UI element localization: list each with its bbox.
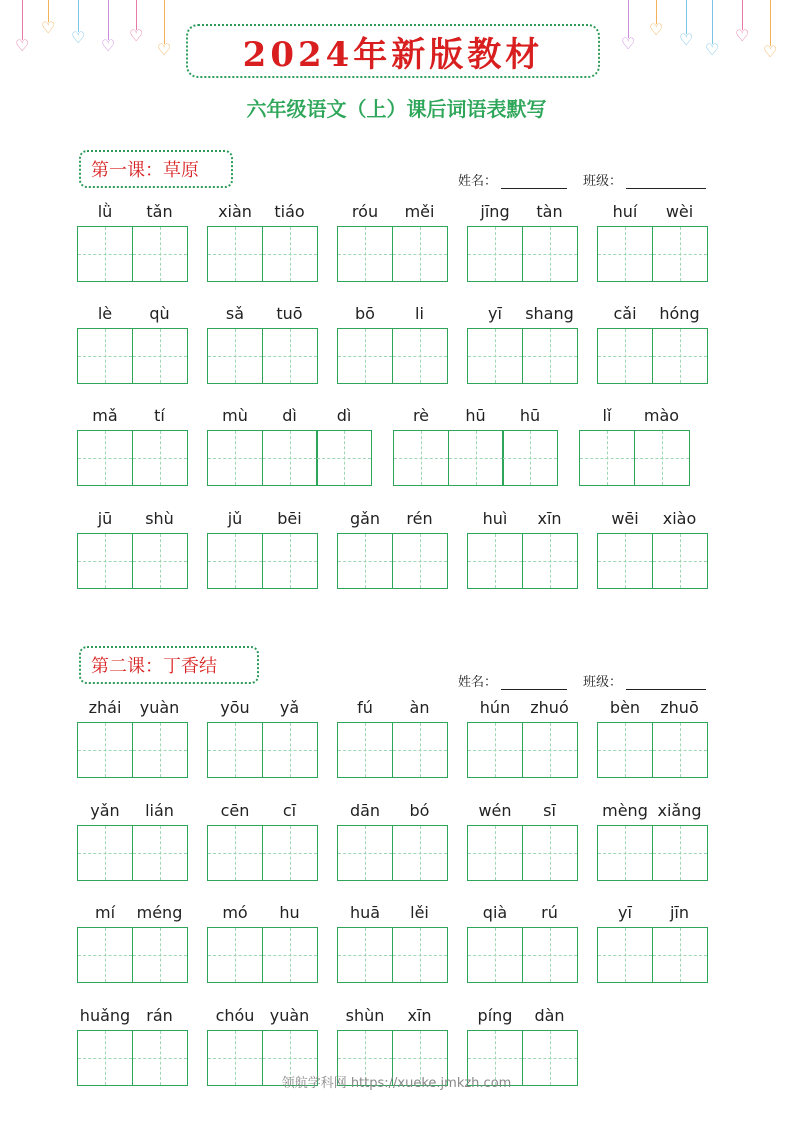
pinyin: xiǎng (657, 801, 702, 820)
tianzige-cell[interactable] (467, 825, 523, 881)
tianzige-cell[interactable] (652, 825, 708, 881)
pinyin: jǔ (227, 509, 243, 528)
tianzige-cell[interactable] (207, 825, 263, 881)
tianzige-cell[interactable] (392, 927, 448, 983)
class-label: 班级： (583, 174, 623, 189)
tianzige-cell[interactable] (597, 328, 653, 384)
writing-grid (207, 927, 316, 983)
name-field[interactable] (501, 174, 567, 189)
lesson-title: 第一课：草原 (79, 150, 233, 188)
pinyin: yǎn (90, 801, 120, 820)
tianzige-cell[interactable] (132, 430, 188, 486)
tianzige-cell[interactable] (262, 226, 318, 282)
writing-grid (77, 825, 186, 881)
tianzige-cell[interactable] (132, 927, 188, 983)
pinyin: rén (406, 509, 433, 528)
class-field[interactable] (626, 174, 706, 189)
tianzige-cell[interactable] (207, 328, 263, 384)
tianzige-cell[interactable] (337, 927, 393, 983)
pinyin: tiáo (274, 202, 305, 221)
tianzige-cell[interactable] (132, 328, 188, 384)
pinyin: chóu (215, 1006, 255, 1025)
tianzige-cell[interactable] (634, 430, 690, 486)
pinyin: lěi (410, 903, 429, 922)
writing-grid (467, 328, 576, 384)
tianzige-cell[interactable] (579, 430, 635, 486)
pinyin: zhuó (530, 698, 569, 717)
pinyin: yǎ (279, 698, 300, 717)
footer-watermark: 领航学科网 https://xueke.jmkzh.com (281, 1076, 512, 1091)
tianzige-cell[interactable] (207, 430, 263, 486)
writing-grid (337, 533, 446, 589)
writing-grid (207, 825, 316, 881)
writing-grid (77, 328, 186, 384)
pinyin: huǎng (79, 1006, 131, 1025)
writing-grid (579, 430, 688, 486)
pinyin: méng (136, 903, 183, 922)
pinyin: jū (97, 509, 113, 528)
writing-grid (207, 226, 316, 282)
tianzige-cell[interactable] (392, 533, 448, 589)
page-subtitle: 六年级语文（上）课后词语表默写 (246, 97, 547, 121)
pinyin: dì (282, 406, 297, 425)
pinyin: lián (145, 801, 174, 820)
writing-grid (337, 825, 446, 881)
tianzige-cell[interactable] (448, 430, 504, 486)
pinyin: jīn (669, 903, 690, 922)
tianzige-cell[interactable] (77, 722, 133, 778)
tianzige-cell[interactable] (467, 927, 523, 983)
pinyin: wēi (611, 509, 639, 528)
tianzige-cell[interactable] (77, 430, 133, 486)
tianzige-cell[interactable] (77, 328, 133, 384)
name-field[interactable] (501, 675, 567, 690)
pinyin: tàn (536, 202, 563, 221)
writing-grid (467, 722, 576, 778)
writing-grid (597, 328, 706, 384)
pinyin: bēi (277, 509, 302, 528)
tianzige-cell[interactable] (207, 533, 263, 589)
tianzige-cell[interactable] (262, 825, 318, 881)
tianzige-cell[interactable] (77, 825, 133, 881)
pinyin: dàn (534, 1006, 565, 1025)
tianzige-cell[interactable] (77, 533, 133, 589)
tianzige-cell[interactable] (393, 430, 449, 486)
tianzige-cell[interactable] (337, 328, 393, 384)
tianzige-cell[interactable] (522, 226, 578, 282)
writing-grid (207, 722, 316, 778)
pinyin: mù (222, 406, 248, 425)
tianzige-cell[interactable] (597, 825, 653, 881)
pinyin: qù (149, 304, 170, 323)
writing-grid (467, 927, 576, 983)
pinyin: mǎ (92, 406, 118, 425)
pinyin: xīn (537, 509, 562, 528)
pinyin: shùn (345, 1006, 385, 1025)
pinyin: rè (412, 406, 430, 425)
pinyin: mó (222, 903, 248, 922)
pinyin: dì (336, 406, 352, 425)
pinyin: lè (97, 304, 113, 323)
tianzige-cell[interactable] (597, 533, 653, 589)
pinyin: bó (409, 801, 430, 820)
tianzige-cell[interactable] (132, 226, 188, 282)
pinyin: hu (279, 903, 300, 922)
pinyin: mèng (602, 801, 648, 820)
writing-grid (77, 533, 186, 589)
pinyin: àn (409, 698, 430, 717)
tianzige-cell[interactable] (132, 825, 188, 881)
page-title-text: 2024年新版教材 (242, 34, 544, 75)
writing-grid (77, 722, 186, 778)
tianzige-cell[interactable] (467, 533, 523, 589)
pinyin: hóng (659, 304, 700, 323)
writing-grid (77, 430, 186, 486)
pinyin: sī (543, 801, 556, 820)
writing-grid (467, 533, 576, 589)
pinyin: lǜ (97, 202, 113, 221)
writing-grid (207, 533, 316, 589)
pinyin: hū (519, 406, 541, 425)
writing-grid (207, 328, 316, 384)
writing-grid (337, 328, 446, 384)
pinyin: rán (146, 1006, 173, 1025)
pinyin: yuàn (269, 1006, 310, 1025)
pinyin: tǎn (146, 202, 173, 221)
tianzige-cell[interactable] (337, 722, 393, 778)
pinyin: xiào (662, 509, 697, 528)
tianzige-cell[interactable] (522, 927, 578, 983)
pinyin: yī (488, 304, 502, 323)
pinyin: mào (643, 406, 680, 425)
tianzige-cell[interactable] (522, 533, 578, 589)
pinyin: hún (479, 698, 511, 717)
class-label: 班级： (583, 675, 623, 690)
writing-grid (207, 430, 371, 486)
tianzige-cell[interactable] (77, 226, 133, 282)
pinyin: měi (404, 202, 435, 221)
writing-grid (337, 226, 446, 282)
tianzige-cell[interactable] (262, 927, 318, 983)
pinyin: huā (349, 903, 381, 922)
tianzige-cell[interactable] (652, 328, 708, 384)
pinyin: píng (477, 1006, 513, 1025)
writing-grid (77, 927, 186, 983)
pinyin: zhái (88, 698, 122, 717)
tianzige-cell[interactable] (392, 226, 448, 282)
pinyin: shang (525, 304, 574, 323)
writing-grid (467, 825, 576, 881)
pinyin: li (415, 304, 424, 323)
writing-grid (597, 722, 706, 778)
tianzige-cell[interactable] (77, 927, 133, 983)
pinyin: zhuō (660, 698, 699, 717)
pinyin: xīn (407, 1006, 432, 1025)
tianzige-cell[interactable] (132, 722, 188, 778)
pinyin: yī (618, 903, 632, 922)
tianzige-cell[interactable] (337, 533, 393, 589)
lesson-title: 第二课：丁香结 (79, 646, 259, 684)
tianzige-cell[interactable] (522, 825, 578, 881)
tianzige-cell[interactable] (262, 722, 318, 778)
pinyin: wèi (665, 202, 694, 221)
tianzige-cell[interactable] (262, 533, 318, 589)
tianzige-cell[interactable] (597, 226, 653, 282)
pinyin: gǎn (349, 509, 381, 528)
tianzige-cell[interactable] (132, 533, 188, 589)
pinyin: cǎi (613, 304, 637, 323)
pinyin: jīng (480, 202, 510, 221)
pinyin: lǐ (602, 406, 612, 425)
writing-grid (467, 226, 576, 282)
pinyin: qià (482, 903, 508, 922)
tianzige-cell[interactable] (652, 927, 708, 983)
tianzige-cell[interactable] (392, 722, 448, 778)
pinyin: wén (478, 801, 512, 820)
pinyin: dān (349, 801, 381, 820)
pinyin: sǎ (225, 304, 245, 323)
tianzige-cell[interactable] (522, 722, 578, 778)
tianzige-cell[interactable] (207, 722, 263, 778)
pinyin: yuàn (139, 698, 180, 717)
pinyin: bō (355, 304, 375, 323)
pinyin: mí (94, 903, 116, 922)
pinyin: hū (465, 406, 486, 425)
tianzige-cell[interactable] (652, 722, 708, 778)
name-label: 姓名： (458, 675, 498, 690)
tianzige-cell[interactable] (207, 226, 263, 282)
tianzige-cell[interactable] (467, 328, 523, 384)
class-field[interactable] (626, 675, 706, 690)
writing-grid (77, 226, 186, 282)
tianzige-cell[interactable] (652, 226, 708, 282)
writing-grid (597, 927, 706, 983)
tianzige-cell[interactable] (502, 430, 558, 486)
name-class-fields (458, 170, 706, 189)
tianzige-cell[interactable] (262, 430, 318, 486)
pinyin: tuō (276, 304, 303, 323)
tianzige-cell[interactable] (467, 226, 523, 282)
pinyin: tí (154, 406, 165, 425)
tianzige-cell[interactable] (597, 722, 653, 778)
writing-grid (597, 533, 706, 589)
writing-grid (337, 722, 446, 778)
writing-grid (597, 825, 706, 881)
tianzige-cell[interactable] (597, 927, 653, 983)
pinyin: xiàn (218, 202, 252, 221)
writing-grid (337, 927, 446, 983)
pinyin: huí (612, 202, 638, 221)
writing-grid (597, 226, 706, 282)
tianzige-cell[interactable] (262, 328, 318, 384)
pinyin: cēn (220, 801, 250, 820)
tianzige-cell[interactable] (392, 825, 448, 881)
page-title (186, 24, 600, 78)
pinyin: bèn (609, 698, 641, 717)
pinyin: huì (482, 509, 508, 528)
pinyin: rú (541, 903, 558, 922)
pinyin: fú (357, 698, 373, 717)
pinyin: cī (282, 801, 297, 820)
tianzige-cell[interactable] (392, 328, 448, 384)
writing-grid (393, 430, 557, 486)
tianzige-cell[interactable] (522, 328, 578, 384)
tianzige-cell[interactable] (467, 722, 523, 778)
tianzige-cell[interactable] (207, 927, 263, 983)
pinyin: shù (145, 509, 174, 528)
tianzige-cell[interactable] (652, 533, 708, 589)
name-label: 姓名： (458, 174, 498, 189)
name-class-fields (458, 671, 706, 690)
tianzige-cell[interactable] (337, 226, 393, 282)
tianzige-cell[interactable] (337, 825, 393, 881)
tianzige-cell[interactable] (316, 430, 372, 486)
pinyin: róu (351, 202, 379, 221)
pinyin: yōu (220, 698, 250, 717)
